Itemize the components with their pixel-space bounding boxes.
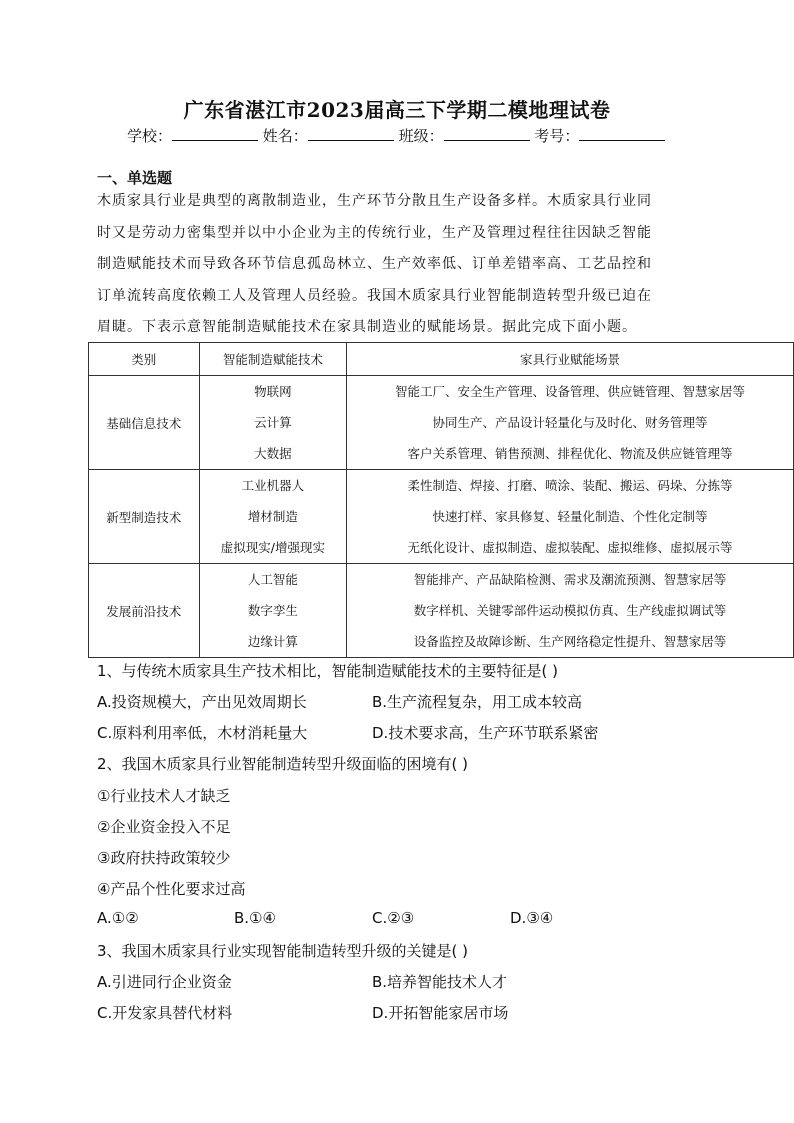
table-row <box>89 470 794 564</box>
technology-item: 工业机器人 <box>241 478 305 493</box>
technology-item: 云计算 <box>254 415 292 430</box>
class-blank[interactable] <box>444 124 530 141</box>
question-2-option-d[interactable]: D.③④ <box>510 909 554 927</box>
question-2-stem: 2、我国木质家具行业智能制造转型升级面临的困境有( ) <box>97 755 469 773</box>
question-2-statement-4: ④产品个性化要求过高 <box>97 880 246 898</box>
scenario-item: 柔性制造、焊接、打磨、喷涂、装配、搬运、码垛、分拣等 <box>407 478 733 493</box>
question-3-stem: 3、我国木质家具行业实现智能制造转型升级的关键是( ) <box>97 942 469 960</box>
technology-item: 人工智能 <box>247 572 298 587</box>
passage-line: 制造赋能技术而导致各环节信息孤岛林立、生产效率低、订单差错率高、工艺品控和 <box>97 256 652 272</box>
technology-cell <box>199 470 347 564</box>
scenario-item: 客户关系管理、销售预测、排程优化、物流及供应链管理等 <box>407 446 733 461</box>
name-blank[interactable] <box>308 124 394 141</box>
table-row <box>89 376 794 470</box>
question-2-statement-3: ③政府扶持政策较少 <box>97 849 231 867</box>
scenario-item: 设备监控及故障诊断、生产网络稳定性提升、智慧家居等 <box>413 634 727 649</box>
scenario-cell <box>347 376 794 470</box>
scenario-item: 快速打样、家具修复、轻量化制造、个性化定制等 <box>432 509 708 524</box>
name-label: 姓名： <box>262 127 308 145</box>
exam-number-blank[interactable] <box>579 124 665 141</box>
question-1-option-a[interactable]: A.投资规模大，产出见效周期长 <box>97 693 307 711</box>
question-1-option-c[interactable]: C.原料利用率低，木材消耗量大 <box>97 724 308 742</box>
technology-item: 数字孪生 <box>247 603 298 618</box>
exam-number-label: 考号： <box>534 127 580 145</box>
passage-line: 订单流转高度依赖工人及管理人员经验。我国木质家具行业智能制造转型升级已迫在 <box>97 287 652 304</box>
scenario-cell <box>347 470 794 564</box>
question-3-option-a[interactable]: A.引进同行企业资金 <box>97 973 232 991</box>
technology-item: 虚拟现实/增强现实 <box>220 540 325 555</box>
student-info-line <box>127 124 665 146</box>
question-3-option-d[interactable]: D.开拓智能家居市场 <box>372 1004 509 1022</box>
technology-cell <box>199 564 347 658</box>
class-label: 班级： <box>398 127 444 145</box>
question-3-option-c[interactable]: C.开发家具替代材料 <box>97 1004 233 1022</box>
question-2-option-a[interactable]: A.①② <box>97 909 139 927</box>
exam-title: 广东省湛江市2023届高三下学期二模地理试卷 <box>183 98 611 122</box>
category-cell: 基础信息技术 <box>89 376 200 470</box>
passage-line: 眉睫。下表示意智能制造赋能技术在家具制造业的赋能场景。据此完成下面小题。 <box>97 319 637 335</box>
technology-item: 增材制造 <box>247 509 298 524</box>
scenario-item: 数字样机、关键零部件运动模拟仿真、生产线虚拟调试等 <box>413 603 727 618</box>
scenario-item: 无纸化设计、虚拟制造、虚拟装配、虚拟维修、虚拟展示等 <box>407 540 733 555</box>
passage-line: 木质家具行业是典型的离散制造业，生产环节分散且生产设备多样。木质家具行业同 <box>97 193 652 209</box>
school-label: 学校： <box>127 127 173 145</box>
empowerment-table <box>88 342 794 658</box>
technology-cell <box>199 376 347 470</box>
scenario-cell <box>347 564 794 658</box>
category-cell: 发展前沿技术 <box>89 564 200 658</box>
table-header-technology: 智能制造赋能技术 <box>199 343 347 376</box>
technology-item: 大数据 <box>254 446 292 461</box>
question-1-option-b[interactable]: B.生产流程复杂，用工成本较高 <box>372 693 583 711</box>
question-2-statement-2: ②企业资金投入不足 <box>97 818 231 836</box>
technology-item: 边缘计算 <box>247 634 298 649</box>
question-2-statement-1: ①行业技术人才缺乏 <box>97 787 231 805</box>
question-1-stem: 1、与传统木质家具生产技术相比，智能制造赋能技术的主要特征是( ) <box>97 662 559 680</box>
category-cell: 新型制造技术 <box>89 470 200 564</box>
question-2-option-c[interactable]: C.②③ <box>372 909 415 927</box>
reading-passage <box>97 186 697 344</box>
scenario-item: 协同生产、产品设计轻量化与及时化、财务管理等 <box>432 415 708 430</box>
question-2-option-b[interactable]: B.①④ <box>234 909 276 927</box>
technology-item: 物联网 <box>254 384 292 399</box>
table-header-category: 类别 <box>89 343 200 376</box>
passage-line: 时又是劳动力密集型并以中小企业为主的传统行业，生产及管理过程往往因缺乏智能 <box>97 224 652 241</box>
scenario-item: 智能工厂、安全生产管理、设备管理、供应链管理、智慧家居等 <box>395 384 746 399</box>
table-header-scenario: 家具行业赋能场景 <box>347 343 794 376</box>
school-blank[interactable] <box>172 124 258 141</box>
section-title: 一、单选题 <box>97 169 173 187</box>
question-3-option-b[interactable]: B.培养智能技术人才 <box>372 973 508 991</box>
question-1-option-d[interactable]: D.技术要求高，生产环节联系紧密 <box>372 724 599 742</box>
scenario-item: 智能排产、产品缺陷检测、需求及潮流预测、智慧家居等 <box>413 572 727 587</box>
table-row <box>89 564 794 658</box>
